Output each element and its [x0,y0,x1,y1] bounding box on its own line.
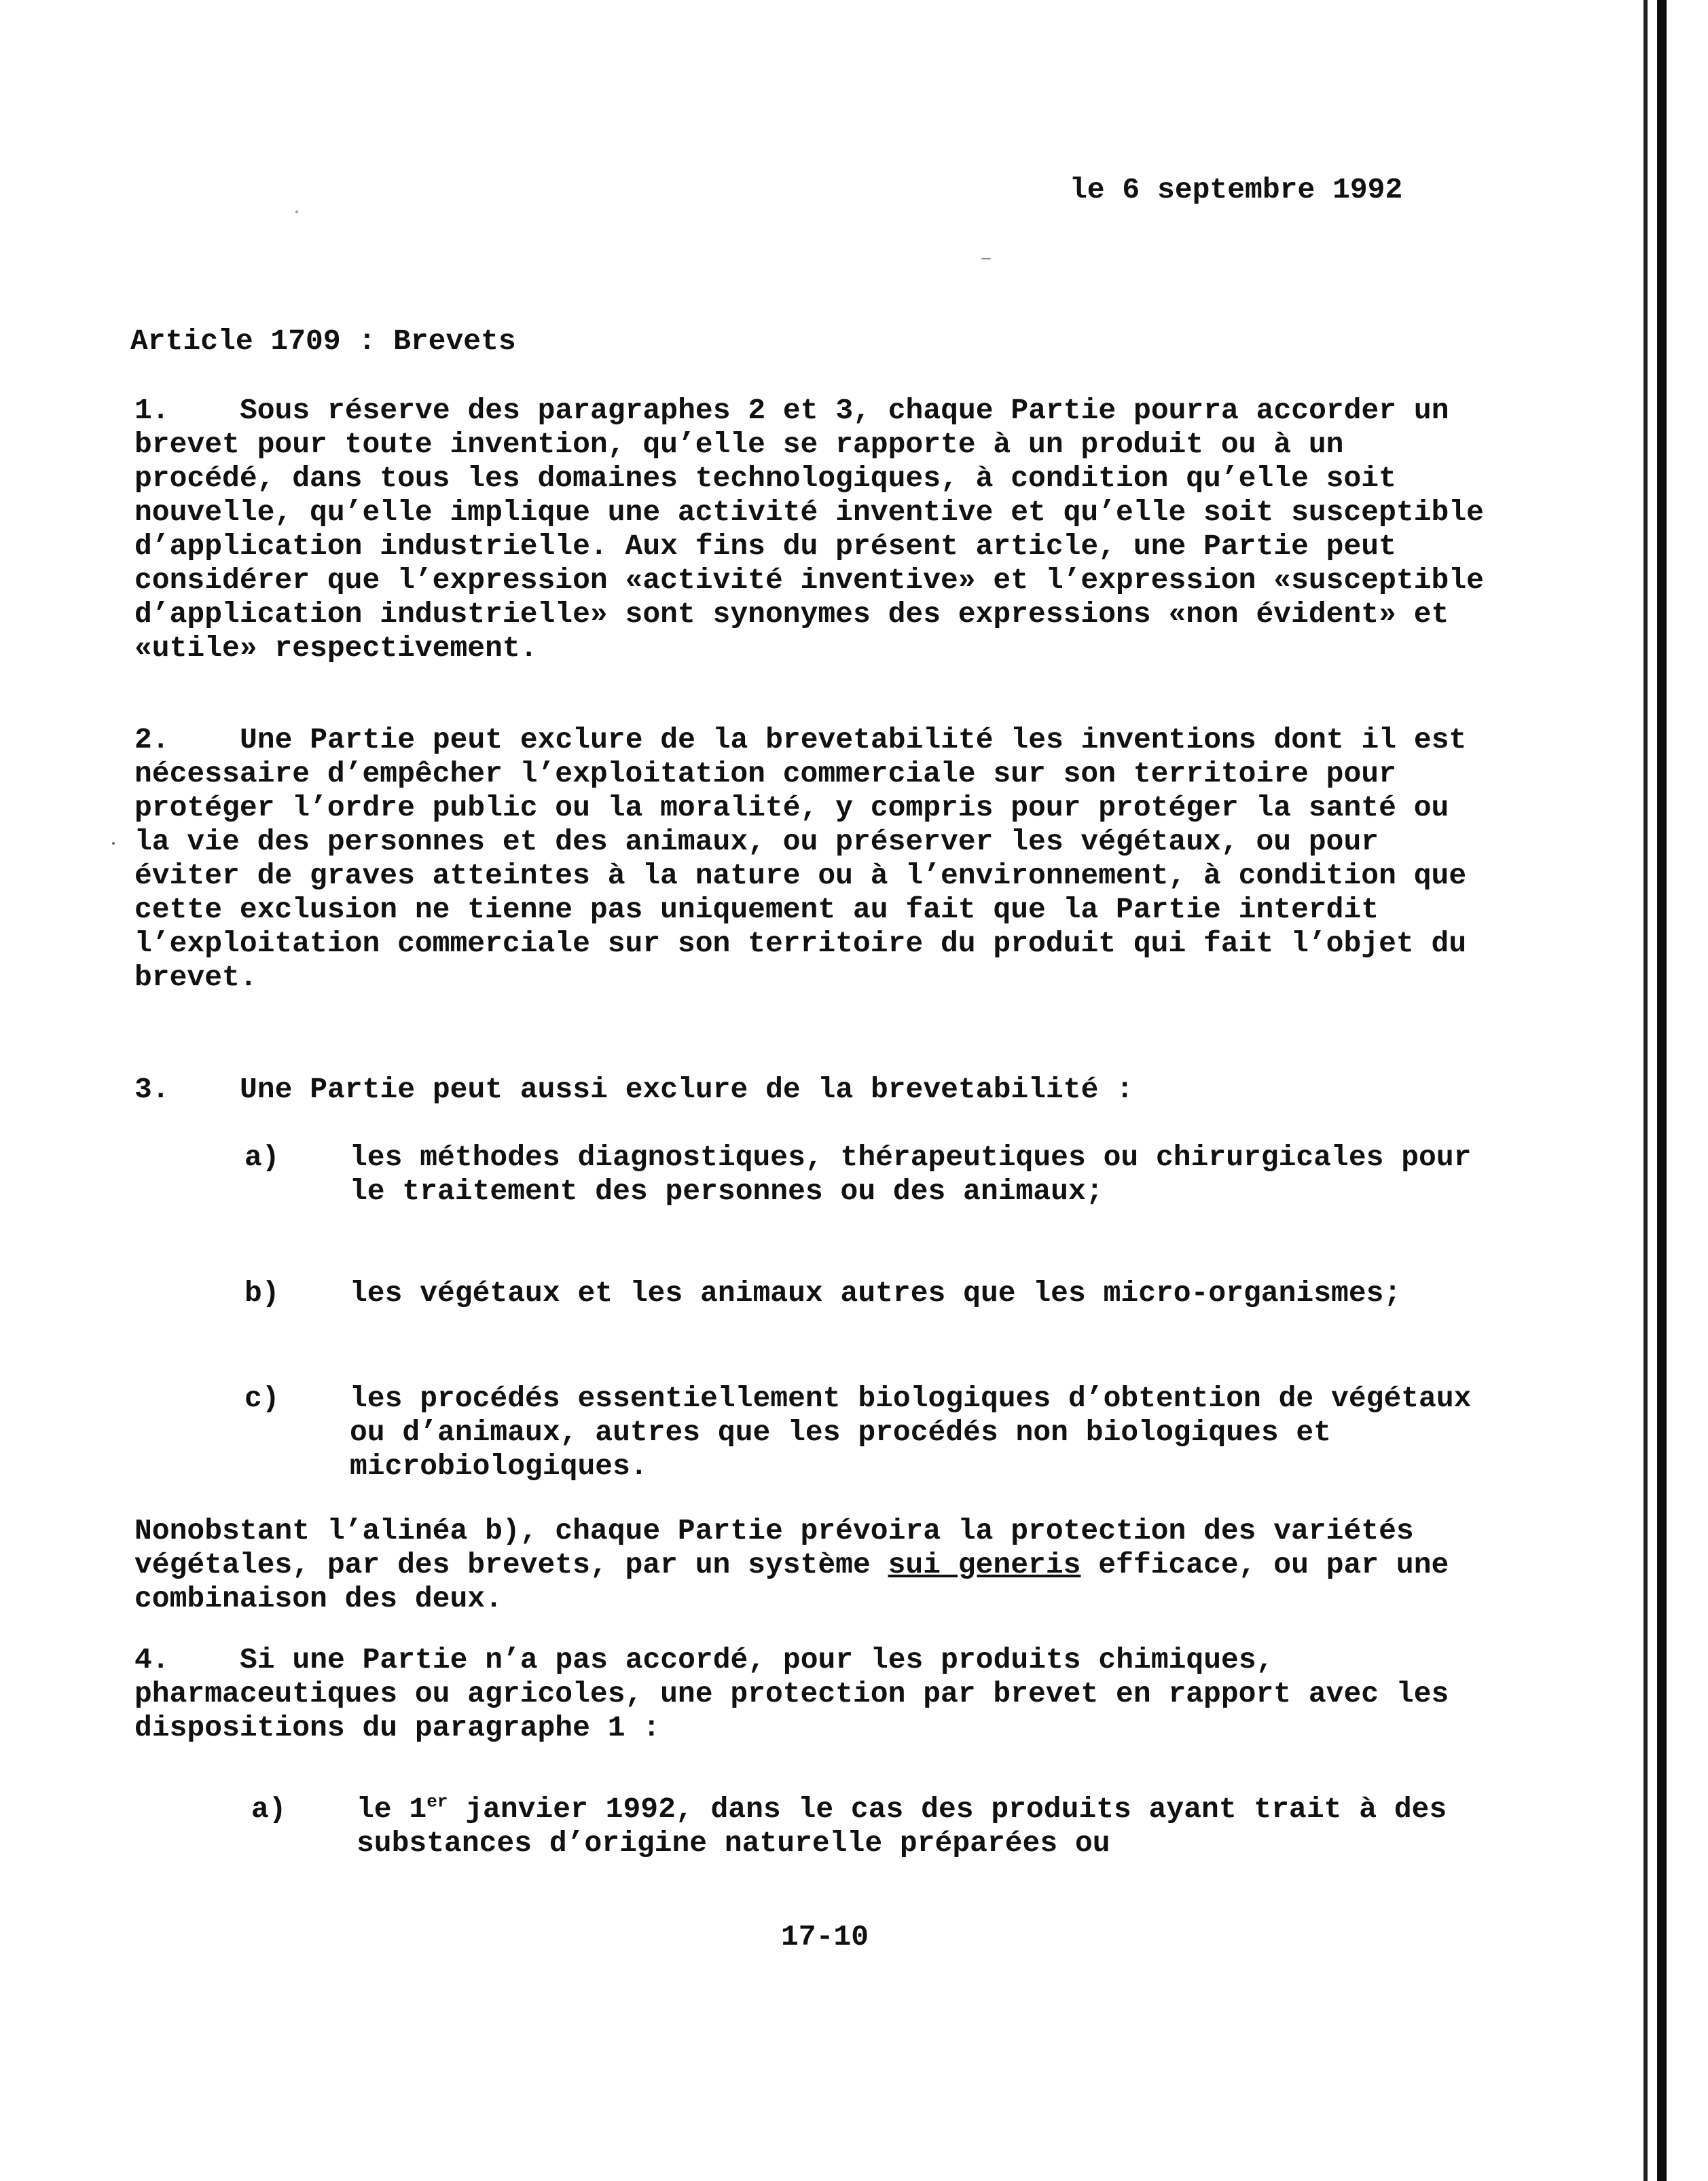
item-text: les végétaux et les animaux autres que les micro-organismes; [350,1277,1402,1310]
paragraph-2-text: dont il est nécessaire d’empêcher l’exploitation commerciale sur son territoire pour protéger l’ordre public ou la moralité, y compris pour protéger la santé ou la vie des personnes et des animaux, ou préserver les végétaux, ou pour éviter de graves atteintes à la nature ou à l’environnement, à condition que cette exclusion ne tienne pas uniquement au fait que la Partie interdit l’exploitation commerciale sur son territoire du produit qui fait l’objet du brevet. [134,723,1485,994]
scan-speck [112,842,115,845]
paragraph-4-number: 4. [134,1643,170,1676]
article-title: Article 1709 : Brevets [130,325,516,358]
scan-edge-border [1657,0,1667,2181]
item-letter: a) [244,1141,280,1174]
paragraph-3-lead: Une Partie peut aussi exclure de la brevetabilité : [240,1073,1134,1106]
paragraph-3 [134,1073,1500,1107]
sui-generis-underlined: sui generis [888,1548,1081,1581]
paragraph-3-item-c [244,1382,1487,1484]
paragraph-1-number: 1. [134,394,170,427]
scan-speck [981,258,991,259]
paragraph-4-item-a [251,1793,1494,1861]
item-text [357,1793,1511,1861]
paragraph-2-lead: Une Partie peut exclure de la brevetabilité les inventions [240,723,1256,756]
scan-speck [295,210,298,213]
paragraph-1 [134,394,1500,665]
paragraph-nonobstant [134,1514,1500,1616]
item-text: les procédés essentiellement biologiques d’obtention de végétaux ou d’animaux, autres que les procédés non biologiques et microbiologiques. [350,1382,1472,1483]
item-text: les méthodes diagnostiques, thérapeutiques ou chirurgicales pour le traitement des personnes ou des animaux; [350,1141,1472,1208]
paragraph-4 [134,1643,1500,1745]
paragraph-1-lead: Sous réserve des paragraphes 2 et 3, chaque Partie pourra [240,394,1239,427]
paragraph-3-number: 3. [134,1073,170,1106]
paragraph-3-item-a [244,1141,1487,1243]
page-number: 17-10 [781,1920,869,1954]
paragraph-1-text: accorder un brevet pour toute invention, qu’elle se rapporte à un produit ou à un procédé, dans tous les domaines technologiques, à condition qu’elle soit nouvelle, qu’elle implique une activité inventive et qu’elle soit susceptible d’application industrielle. Aux fins du présent article, une Partie peut considérer que l’expression «activité inventive» et l’expression «susceptible d’application industrielle» sont synonymes des expressions «non évident» et «utile» respectivement. [134,394,1502,665]
paragraph-2 [134,723,1500,995]
item-text-before: le 1 [357,1793,427,1826]
item-letter: c) [244,1382,280,1415]
scan-edge-margin [1667,0,1708,2181]
paragraph-4-lead: Si une Partie n’a pas accordé, pour les produits chimiques, [240,1643,1274,1676]
scan-edge-line [1643,0,1648,2181]
nonobstant-text-before: Nonobstant l’alinéa b), chaque Partie prévoira la protection des variétés végétales, par des brevets, par un système [134,1514,1432,1581]
paragraph-3-item-b [244,1277,1487,1344]
document-date: le 6 septembre 1992 [1070,173,1403,206]
paragraph-2-number: 2. [134,723,170,756]
paragraph-4-text: pharmaceutiques ou agricoles, une protection par brevet en rapport avec les dispositions du paragraphe 1 : [134,1677,1467,1744]
item-text-after: janvier 1992, dans le cas des produits ayant trait à des substances d’origine naturelle préparées ou [357,1793,1447,1860]
item-letter: a) [251,1793,287,1826]
item-letter: b) [244,1277,280,1310]
nonobstant-text-after: efficace, ou par une combinaison des deux. [134,1548,1467,1615]
ordinal-superscript: er [426,1791,448,1812]
